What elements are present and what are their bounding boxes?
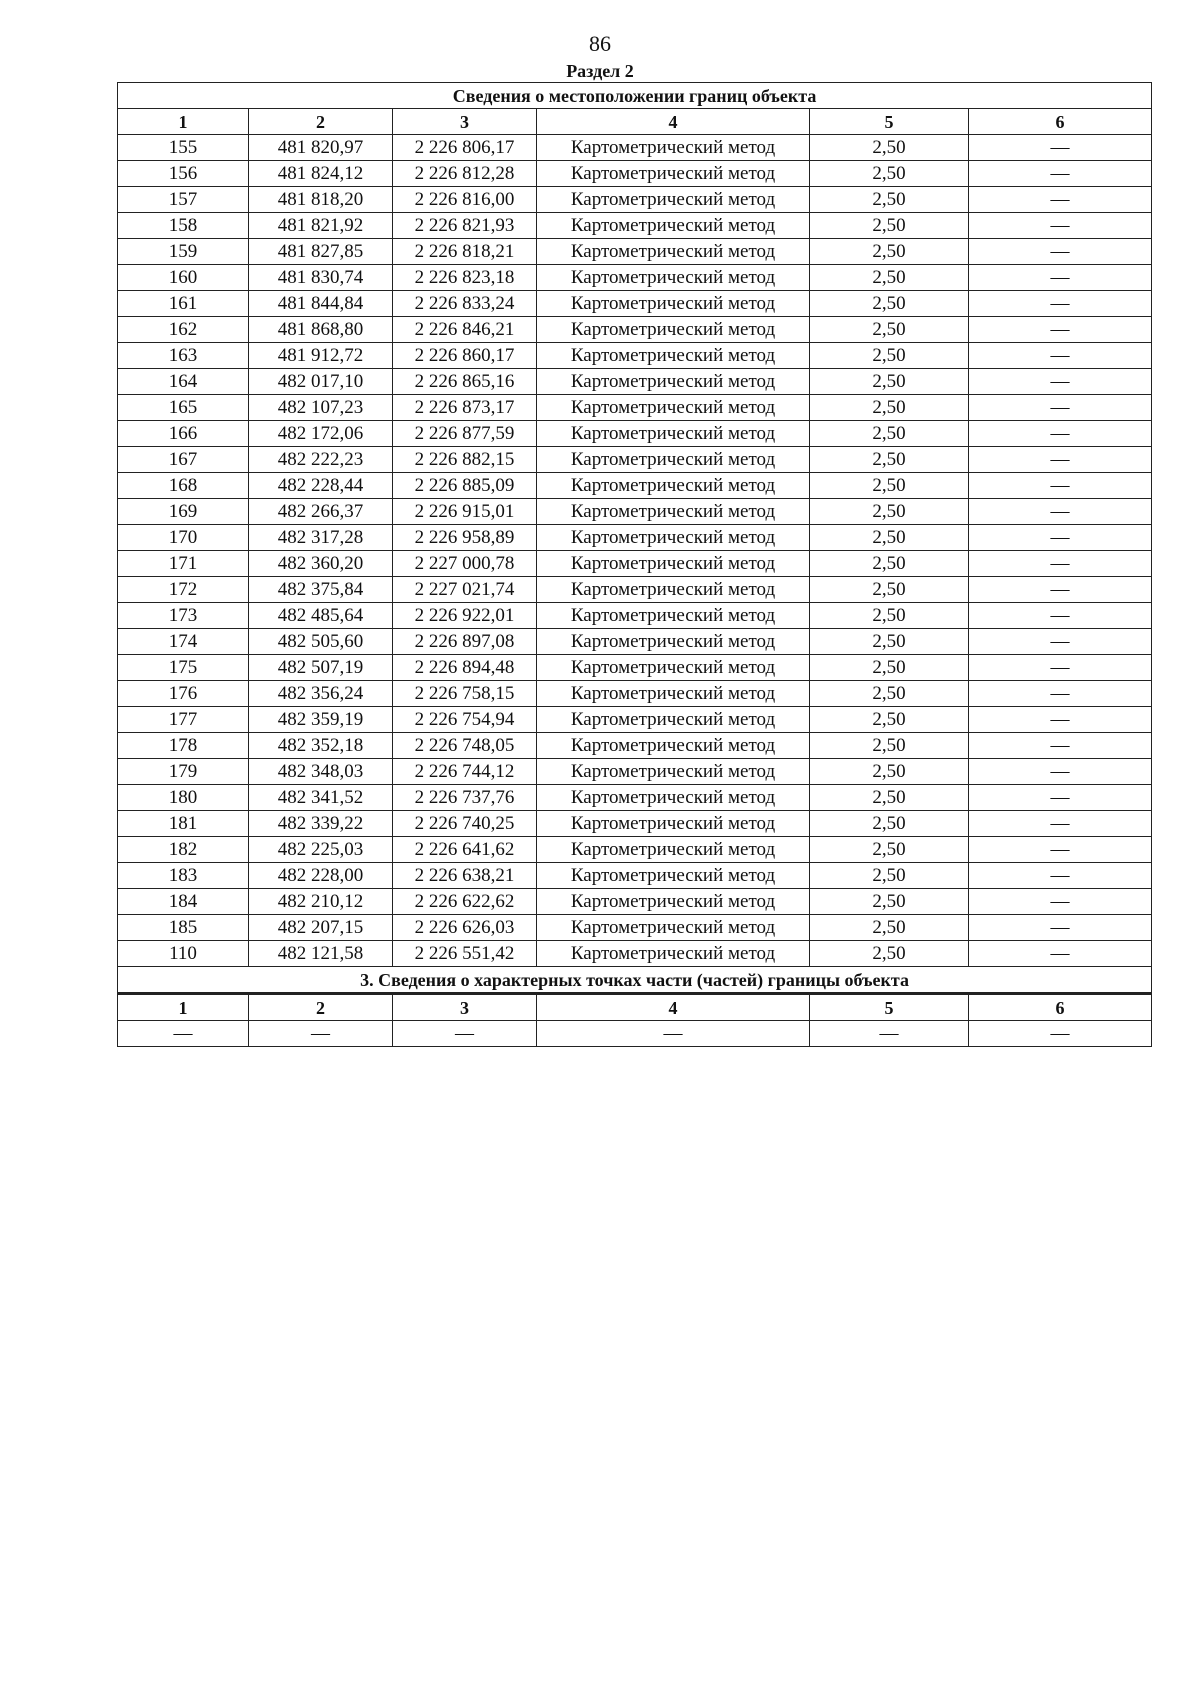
table-cell: 185 bbox=[118, 915, 249, 941]
table-cell: 164 bbox=[118, 369, 249, 395]
table-cell: 165 bbox=[118, 395, 249, 421]
table-cell: 2 226 915,01 bbox=[393, 499, 537, 525]
table-cell: 182 bbox=[118, 837, 249, 863]
table-cell: 2,50 bbox=[810, 837, 969, 863]
table-cell: 166 bbox=[118, 421, 249, 447]
table-cell: 178 bbox=[118, 733, 249, 759]
boundary-table bbox=[117, 82, 1152, 1047]
table-cell: — bbox=[969, 525, 1152, 551]
table-cell: 2,50 bbox=[810, 473, 969, 499]
table-cell: 2,50 bbox=[810, 135, 969, 161]
table-cell: — bbox=[969, 239, 1152, 265]
table-cell: 481 820,97 bbox=[249, 135, 393, 161]
table-cell: 482 360,20 bbox=[249, 551, 393, 577]
table-row bbox=[118, 135, 1152, 161]
table-cell: Картометрический метод bbox=[537, 187, 810, 213]
table-cell: — bbox=[969, 733, 1152, 759]
table-cell: — bbox=[969, 785, 1152, 811]
table-row bbox=[118, 629, 1152, 655]
table-cell: 2 226 806,17 bbox=[393, 135, 537, 161]
table-cell: Картометрический метод bbox=[537, 499, 810, 525]
table-cell: 482 375,84 bbox=[249, 577, 393, 603]
table-cell: 163 bbox=[118, 343, 249, 369]
table-cell: 482 485,64 bbox=[249, 603, 393, 629]
table-cell: 482 121,58 bbox=[249, 941, 393, 967]
table-cell: 482 339,22 bbox=[249, 811, 393, 837]
table-cell: — bbox=[969, 889, 1152, 915]
table-cell: 161 bbox=[118, 291, 249, 317]
table-cell: 2 226 641,62 bbox=[393, 837, 537, 863]
table-cell: 2 226 873,17 bbox=[393, 395, 537, 421]
table-cell: 482 107,23 bbox=[249, 395, 393, 421]
table-cell: Картометрический метод bbox=[537, 473, 810, 499]
table-cell: 2,50 bbox=[810, 291, 969, 317]
table-cell: — bbox=[810, 1021, 969, 1047]
table-cell: — bbox=[969, 655, 1152, 681]
table-cell: Картометрический метод bbox=[537, 811, 810, 837]
table-row bbox=[118, 525, 1152, 551]
column-header: 2 bbox=[249, 994, 393, 1021]
table-cell: 180 bbox=[118, 785, 249, 811]
table-cell: 2 226 818,21 bbox=[393, 239, 537, 265]
table-cell: 2 226 897,08 bbox=[393, 629, 537, 655]
table-cell: — bbox=[969, 811, 1152, 837]
column-header: 5 bbox=[810, 109, 969, 135]
table-cell: 2,50 bbox=[810, 447, 969, 473]
table-cell: 481 868,80 bbox=[249, 317, 393, 343]
table-row bbox=[118, 707, 1152, 733]
table-cell: 2 226 821,93 bbox=[393, 213, 537, 239]
table-cell: 155 bbox=[118, 135, 249, 161]
table-cell: — bbox=[969, 603, 1152, 629]
table-cell: 170 bbox=[118, 525, 249, 551]
table-row bbox=[118, 161, 1152, 187]
table-cell: 2 226 551,42 bbox=[393, 941, 537, 967]
table-cell: 2 226 846,21 bbox=[393, 317, 537, 343]
table-cell: 2,50 bbox=[810, 499, 969, 525]
table-cell: 2,50 bbox=[810, 421, 969, 447]
table-cell: 2,50 bbox=[810, 733, 969, 759]
table-cell: 2,50 bbox=[810, 915, 969, 941]
table-row bbox=[118, 551, 1152, 577]
table-cell: 2,50 bbox=[810, 395, 969, 421]
table-cell: 2 226 922,01 bbox=[393, 603, 537, 629]
table-cell: — bbox=[969, 941, 1152, 967]
table-cell: 482 359,19 bbox=[249, 707, 393, 733]
table-cell: 2,50 bbox=[810, 369, 969, 395]
table-caption: Сведения о местоположении границ объекта bbox=[118, 83, 1152, 109]
table-cell: 2 226 622,62 bbox=[393, 889, 537, 915]
table-cell: 175 bbox=[118, 655, 249, 681]
table-cell: 160 bbox=[118, 265, 249, 291]
table-cell: 2 226 877,59 bbox=[393, 421, 537, 447]
table-cell: 2 226 885,09 bbox=[393, 473, 537, 499]
table-cell: 482 505,60 bbox=[249, 629, 393, 655]
table-cell: — bbox=[969, 291, 1152, 317]
table-row bbox=[118, 733, 1152, 759]
table-cell: Картометрический метод bbox=[537, 291, 810, 317]
table-cell: 2 226 958,89 bbox=[393, 525, 537, 551]
table-cell: 482 225,03 bbox=[249, 837, 393, 863]
table-row bbox=[118, 213, 1152, 239]
column-header: 6 bbox=[969, 109, 1152, 135]
table-cell: 2,50 bbox=[810, 785, 969, 811]
table-cell: Картометрический метод bbox=[537, 239, 810, 265]
table-cell: Картометрический метод bbox=[537, 603, 810, 629]
table-cell: Картометрический метод bbox=[537, 213, 810, 239]
table-cell: 2 226 882,15 bbox=[393, 447, 537, 473]
table-cell: 2,50 bbox=[810, 941, 969, 967]
section3-caption: 3. Сведения о характерных точках части (частей) границы объекта bbox=[118, 967, 1152, 994]
table-row bbox=[118, 681, 1152, 707]
table-cell: — bbox=[969, 863, 1152, 889]
table-cell: 2,50 bbox=[810, 811, 969, 837]
table-cell: 482 317,28 bbox=[249, 525, 393, 551]
table-row bbox=[118, 915, 1152, 941]
table-cell: 176 bbox=[118, 681, 249, 707]
table-cell: 2,50 bbox=[810, 655, 969, 681]
table-cell: 2,50 bbox=[810, 759, 969, 785]
table-row bbox=[118, 187, 1152, 213]
table-cell: Картометрический метод bbox=[537, 369, 810, 395]
table-cell: 482 266,37 bbox=[249, 499, 393, 525]
table-cell: — bbox=[969, 577, 1152, 603]
table-row bbox=[118, 343, 1152, 369]
table-cell: 157 bbox=[118, 187, 249, 213]
table-cell: Картометрический метод bbox=[537, 889, 810, 915]
table-cell: — bbox=[969, 161, 1152, 187]
table-cell: — bbox=[969, 395, 1152, 421]
table-cell: 168 bbox=[118, 473, 249, 499]
table-cell: 482 507,19 bbox=[249, 655, 393, 681]
column-header: 2 bbox=[249, 109, 393, 135]
table-row bbox=[118, 395, 1152, 421]
table-cell: 2,50 bbox=[810, 317, 969, 343]
table-cell: 481 824,12 bbox=[249, 161, 393, 187]
table-row bbox=[118, 603, 1152, 629]
section-title: Раздел 2 bbox=[566, 61, 634, 81]
boundary-table-body bbox=[118, 83, 1152, 1047]
table-cell: 482 210,12 bbox=[249, 889, 393, 915]
table-cell: — bbox=[969, 499, 1152, 525]
table-cell: 481 844,84 bbox=[249, 291, 393, 317]
table-row bbox=[118, 785, 1152, 811]
table-row bbox=[118, 291, 1152, 317]
table-cell: 2 227 021,74 bbox=[393, 577, 537, 603]
table-row bbox=[118, 239, 1152, 265]
table-cell: 2,50 bbox=[810, 187, 969, 213]
table-cell: — bbox=[969, 681, 1152, 707]
table-cell: 482 172,06 bbox=[249, 421, 393, 447]
table-cell: 2 226 860,17 bbox=[393, 343, 537, 369]
table-cell: — bbox=[969, 447, 1152, 473]
table-cell: 481 912,72 bbox=[249, 343, 393, 369]
table-row bbox=[118, 473, 1152, 499]
table-cell: Картометрический метод bbox=[537, 655, 810, 681]
table-cell: — bbox=[969, 1021, 1152, 1047]
table-cell: Картометрический метод bbox=[537, 915, 810, 941]
table-cell: 481 830,74 bbox=[249, 265, 393, 291]
table-cell: 162 bbox=[118, 317, 249, 343]
column-header: 1 bbox=[118, 994, 249, 1021]
table-cell: Картометрический метод bbox=[537, 135, 810, 161]
table-cell: Картометрический метод bbox=[537, 161, 810, 187]
table-row bbox=[118, 837, 1152, 863]
table-cell: 2 226 754,94 bbox=[393, 707, 537, 733]
table-cell: 171 bbox=[118, 551, 249, 577]
table-cell: 2,50 bbox=[810, 239, 969, 265]
table-cell: 2 226 748,05 bbox=[393, 733, 537, 759]
table-row bbox=[118, 421, 1152, 447]
table-row bbox=[118, 317, 1152, 343]
table-cell: 482 352,18 bbox=[249, 733, 393, 759]
table-cell: 481 827,85 bbox=[249, 239, 393, 265]
table-caption-row bbox=[118, 83, 1152, 109]
table-cell: 2,50 bbox=[810, 343, 969, 369]
table-cell: 2 226 626,03 bbox=[393, 915, 537, 941]
table-cell: 2 226 638,21 bbox=[393, 863, 537, 889]
table-cell: Картометрический метод bbox=[537, 421, 810, 447]
table-cell: Картометрический метод bbox=[537, 343, 810, 369]
table-cell: 158 bbox=[118, 213, 249, 239]
column-header: 3 bbox=[393, 109, 537, 135]
table-cell: 2,50 bbox=[810, 863, 969, 889]
table-cell: 481 818,20 bbox=[249, 187, 393, 213]
table-cell: — bbox=[969, 629, 1152, 655]
table-cell: — bbox=[969, 265, 1152, 291]
table-row bbox=[118, 447, 1152, 473]
table-cell: 2,50 bbox=[810, 265, 969, 291]
section3-header-row bbox=[118, 994, 1152, 1021]
table-cell: 110 bbox=[118, 941, 249, 967]
table-cell: 156 bbox=[118, 161, 249, 187]
table-cell: 2 226 823,18 bbox=[393, 265, 537, 291]
table-cell: — bbox=[969, 317, 1152, 343]
table-cell: 482 356,24 bbox=[249, 681, 393, 707]
table-cell: — bbox=[969, 837, 1152, 863]
table-cell: — bbox=[969, 915, 1152, 941]
table-cell: Картометрический метод bbox=[537, 707, 810, 733]
table-cell: Картометрический метод bbox=[537, 759, 810, 785]
table-cell: Картометрический метод bbox=[537, 265, 810, 291]
table-cell: 2 226 737,76 bbox=[393, 785, 537, 811]
table-cell: — bbox=[393, 1021, 537, 1047]
table-cell: — bbox=[969, 135, 1152, 161]
table-cell: 2,50 bbox=[810, 603, 969, 629]
table-cell: 481 821,92 bbox=[249, 213, 393, 239]
column-header: 5 bbox=[810, 994, 969, 1021]
table-cell: — bbox=[969, 707, 1152, 733]
table-cell: 169 bbox=[118, 499, 249, 525]
table-cell: 2 226 816,00 bbox=[393, 187, 537, 213]
table-cell: 159 bbox=[118, 239, 249, 265]
table-cell: Картометрический метод bbox=[537, 317, 810, 343]
table-cell: 2,50 bbox=[810, 707, 969, 733]
column-header: 4 bbox=[537, 994, 810, 1021]
table-header-row bbox=[118, 109, 1152, 135]
table-cell: Картометрический метод bbox=[537, 733, 810, 759]
table-cell: — bbox=[969, 551, 1152, 577]
section3-caption-row bbox=[118, 967, 1152, 994]
table-cell: 2,50 bbox=[810, 629, 969, 655]
column-header: 3 bbox=[393, 994, 537, 1021]
table-cell: 2 226 758,15 bbox=[393, 681, 537, 707]
column-header: 1 bbox=[118, 109, 249, 135]
table-row bbox=[118, 369, 1152, 395]
table-cell: 2 226 812,28 bbox=[393, 161, 537, 187]
table-cell: — bbox=[118, 1021, 249, 1047]
table-cell: 482 222,23 bbox=[249, 447, 393, 473]
table-row bbox=[118, 499, 1152, 525]
table-cell: Картометрический метод bbox=[537, 785, 810, 811]
table-cell: — bbox=[249, 1021, 393, 1047]
table-cell: — bbox=[969, 421, 1152, 447]
table-cell: Картометрический метод bbox=[537, 447, 810, 473]
table-cell: 172 bbox=[118, 577, 249, 603]
table-cell: — bbox=[969, 473, 1152, 499]
table-cell: Картометрический метод bbox=[537, 863, 810, 889]
table-cell: 179 bbox=[118, 759, 249, 785]
table-cell: 2,50 bbox=[810, 577, 969, 603]
table-cell: — bbox=[969, 343, 1152, 369]
table-cell: Картометрический метод bbox=[537, 551, 810, 577]
table-cell: 2,50 bbox=[810, 681, 969, 707]
table-cell: — bbox=[969, 213, 1152, 239]
table-cell: 2 226 744,12 bbox=[393, 759, 537, 785]
table-row bbox=[118, 811, 1152, 837]
column-header: 6 bbox=[969, 994, 1152, 1021]
table-row bbox=[118, 577, 1152, 603]
table-cell: 181 bbox=[118, 811, 249, 837]
table-cell: Картометрический метод bbox=[537, 681, 810, 707]
table-cell: 482 348,03 bbox=[249, 759, 393, 785]
table-cell: 482 207,15 bbox=[249, 915, 393, 941]
table-cell: 2,50 bbox=[810, 551, 969, 577]
table-cell: 2 226 894,48 bbox=[393, 655, 537, 681]
table-cell: 482 341,52 bbox=[249, 785, 393, 811]
table-cell: 2,50 bbox=[810, 525, 969, 551]
table-cell: Картометрический метод bbox=[537, 941, 810, 967]
table-cell: Картометрический метод bbox=[537, 395, 810, 421]
table-cell: 482 017,10 bbox=[249, 369, 393, 395]
table-row bbox=[118, 889, 1152, 915]
table-cell: — bbox=[969, 369, 1152, 395]
table-cell: 167 bbox=[118, 447, 249, 473]
table-cell: — bbox=[537, 1021, 810, 1047]
table-cell: 2 226 865,16 bbox=[393, 369, 537, 395]
page-number: 86 bbox=[589, 31, 611, 56]
table-cell: 2,50 bbox=[810, 213, 969, 239]
section3-row bbox=[118, 1021, 1152, 1047]
table-cell: Картометрический метод bbox=[537, 525, 810, 551]
table-cell: 184 bbox=[118, 889, 249, 915]
table-cell: — bbox=[969, 759, 1152, 785]
column-header: 4 bbox=[537, 109, 810, 135]
table-row bbox=[118, 759, 1152, 785]
table-cell: 2 226 833,24 bbox=[393, 291, 537, 317]
table-row bbox=[118, 655, 1152, 681]
table-row bbox=[118, 863, 1152, 889]
table-cell: 2 226 740,25 bbox=[393, 811, 537, 837]
table-cell: 174 bbox=[118, 629, 249, 655]
table-cell: Картометрический метод bbox=[537, 577, 810, 603]
table-cell: 173 bbox=[118, 603, 249, 629]
table-cell: 177 bbox=[118, 707, 249, 733]
table-cell: 2 227 000,78 bbox=[393, 551, 537, 577]
table-cell: — bbox=[969, 187, 1152, 213]
table-cell: 2,50 bbox=[810, 161, 969, 187]
table-cell: 2,50 bbox=[810, 889, 969, 915]
table-cell: Картометрический метод bbox=[537, 837, 810, 863]
table-row bbox=[118, 941, 1152, 967]
table-cell: 482 228,44 bbox=[249, 473, 393, 499]
table-cell: 183 bbox=[118, 863, 249, 889]
table-cell: Картометрический метод bbox=[537, 629, 810, 655]
table-cell: 482 228,00 bbox=[249, 863, 393, 889]
table-row bbox=[118, 265, 1152, 291]
